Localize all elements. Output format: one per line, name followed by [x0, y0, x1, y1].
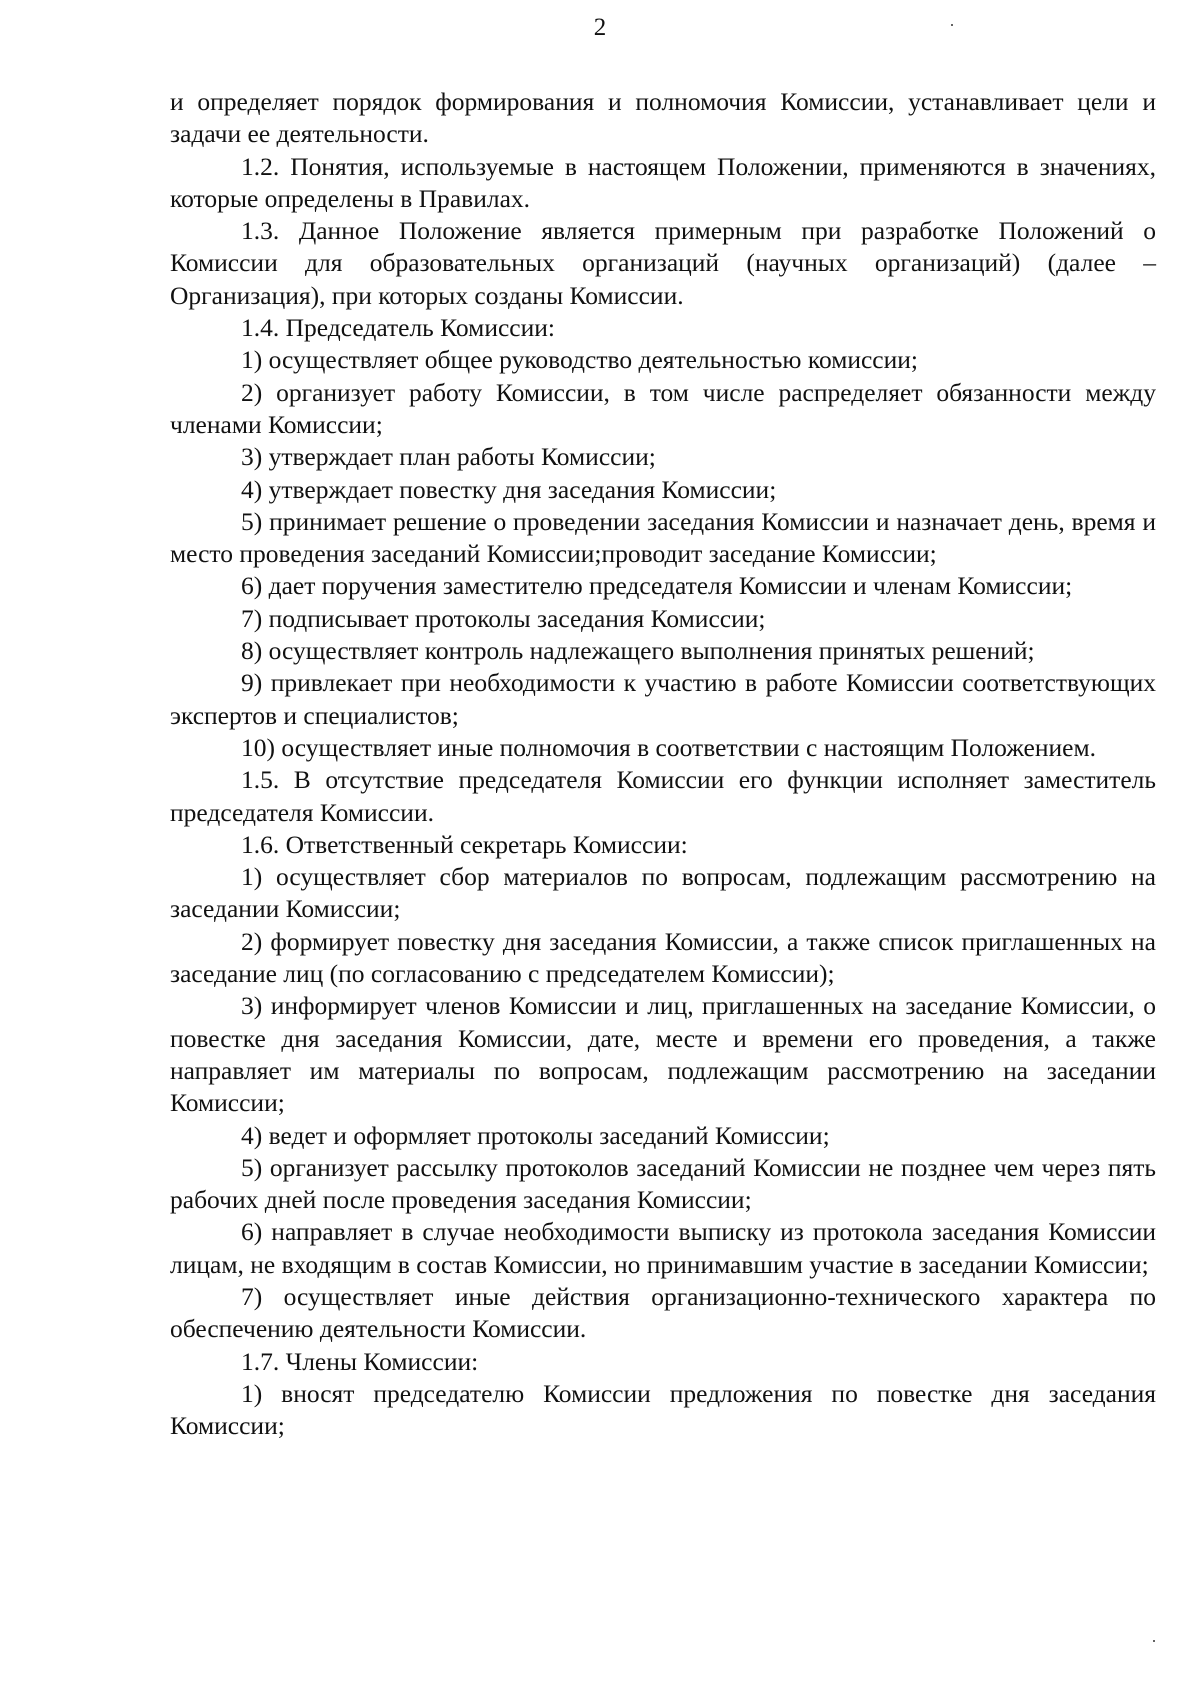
section-heading: 1.7. Члены Комиссии: [241, 1346, 479, 1376]
scan-speck [1153, 1640, 1155, 1642]
list-item: 2) организует работу Комиссии, в том числе распределяет обязанности между членами Комиссии; [170, 377, 1156, 439]
section-heading: 1.4. Председатель Комиссии: [241, 313, 555, 343]
list-item: 5) принимает решение о проведении заседания Комиссии и назначает день, время и место проведения заседаний Комиссии;проводит заседание Комиссии; [170, 506, 1156, 569]
section-heading: 1.6. Ответственный секретарь Комиссии: [241, 829, 688, 859]
list-item: 3) утверждает план работы Комиссии; [241, 442, 656, 472]
list-item: 9) привлекает при необходимости к участию в работе Комиссии соответствующих экспертов и специалистов; [170, 668, 1156, 730]
scan-speck [951, 24, 953, 26]
list-item: 6) дает поручения заместителю председателя Комиссии и членам Комиссии; [241, 571, 1073, 601]
paragraph: и определяет порядок формирования и полномочия Комиссии, устанавливает цели и задачи ее деятельности. [170, 87, 1156, 149]
list-item: 4) утверждает повестку дня заседания Комиссии; [241, 474, 777, 504]
list-item: 1) осуществляет сбор материалов по вопросам, подлежащим рассмотрению на заседании Комиссии; [170, 862, 1156, 924]
list-item: 7) подписывает протоколы заседания Комиссии; [241, 603, 766, 633]
list-item: 4) ведет и оформляет протоколы заседаний Комиссии; [241, 1120, 830, 1150]
list-item: 5) организует рассылку протоколов заседаний Комиссии не позднее чем через пять рабочих дней после проведения заседания Комиссии; [170, 1152, 1156, 1215]
list-item: 6) направляет в случае необходимости выписку из протокола заседания Комиссии лицам, не входящим в состав Комиссии, но принимавшим участие в заседании Комиссии; [170, 1217, 1156, 1279]
list-item: 1) осуществляет общее руководство деятельностью комиссии; [241, 345, 919, 375]
list-item: 10) осуществляет иные полномочия в соответствии с настоящим Положением. [241, 732, 1096, 762]
paragraph: 1.3. Данное Положение является примерным при разработке Положений о Комиссии для образовательных организаций (научных организаций) (далее – Организация), при которых созданы Комиссии. [170, 216, 1156, 310]
paragraph: 1.5. В отсутствие председателя Комиссии его функции исполняет заместитель председателя Комиссии. [170, 765, 1156, 827]
list-item: 7) осуществляет иные действия организационно-технического характера по обеспечению деятельности Комиссии. [170, 1281, 1156, 1344]
list-item: 8) осуществляет контроль надлежащего выполнения принятых решений; [241, 636, 1035, 666]
page-number: 2 [593, 14, 607, 41]
document-body [170, 86, 1156, 1442]
list-item: 3) информирует членов Комиссии и лиц, приглашенных на заседание Комиссии, о повестке дня заседания Комиссии, дате, месте и времени его проведения, а также направляет им материалы по вопросам, подлежащим рассмотрению на заседании Комиссии; [170, 991, 1156, 1118]
paragraph: 1.2. Понятия, используемые в настоящем Положении, применяются в значениях, которые определены в Правилах. [170, 151, 1156, 213]
list-item: 1) вносят председателю Комиссии предложения по повестке дня заседания Комиссии; [170, 1378, 1156, 1441]
list-item: 2) формирует повестку дня заседания Комиссии, а также список приглашенных на заседание лиц (по согласованию с председателем Комиссии); [170, 926, 1156, 989]
